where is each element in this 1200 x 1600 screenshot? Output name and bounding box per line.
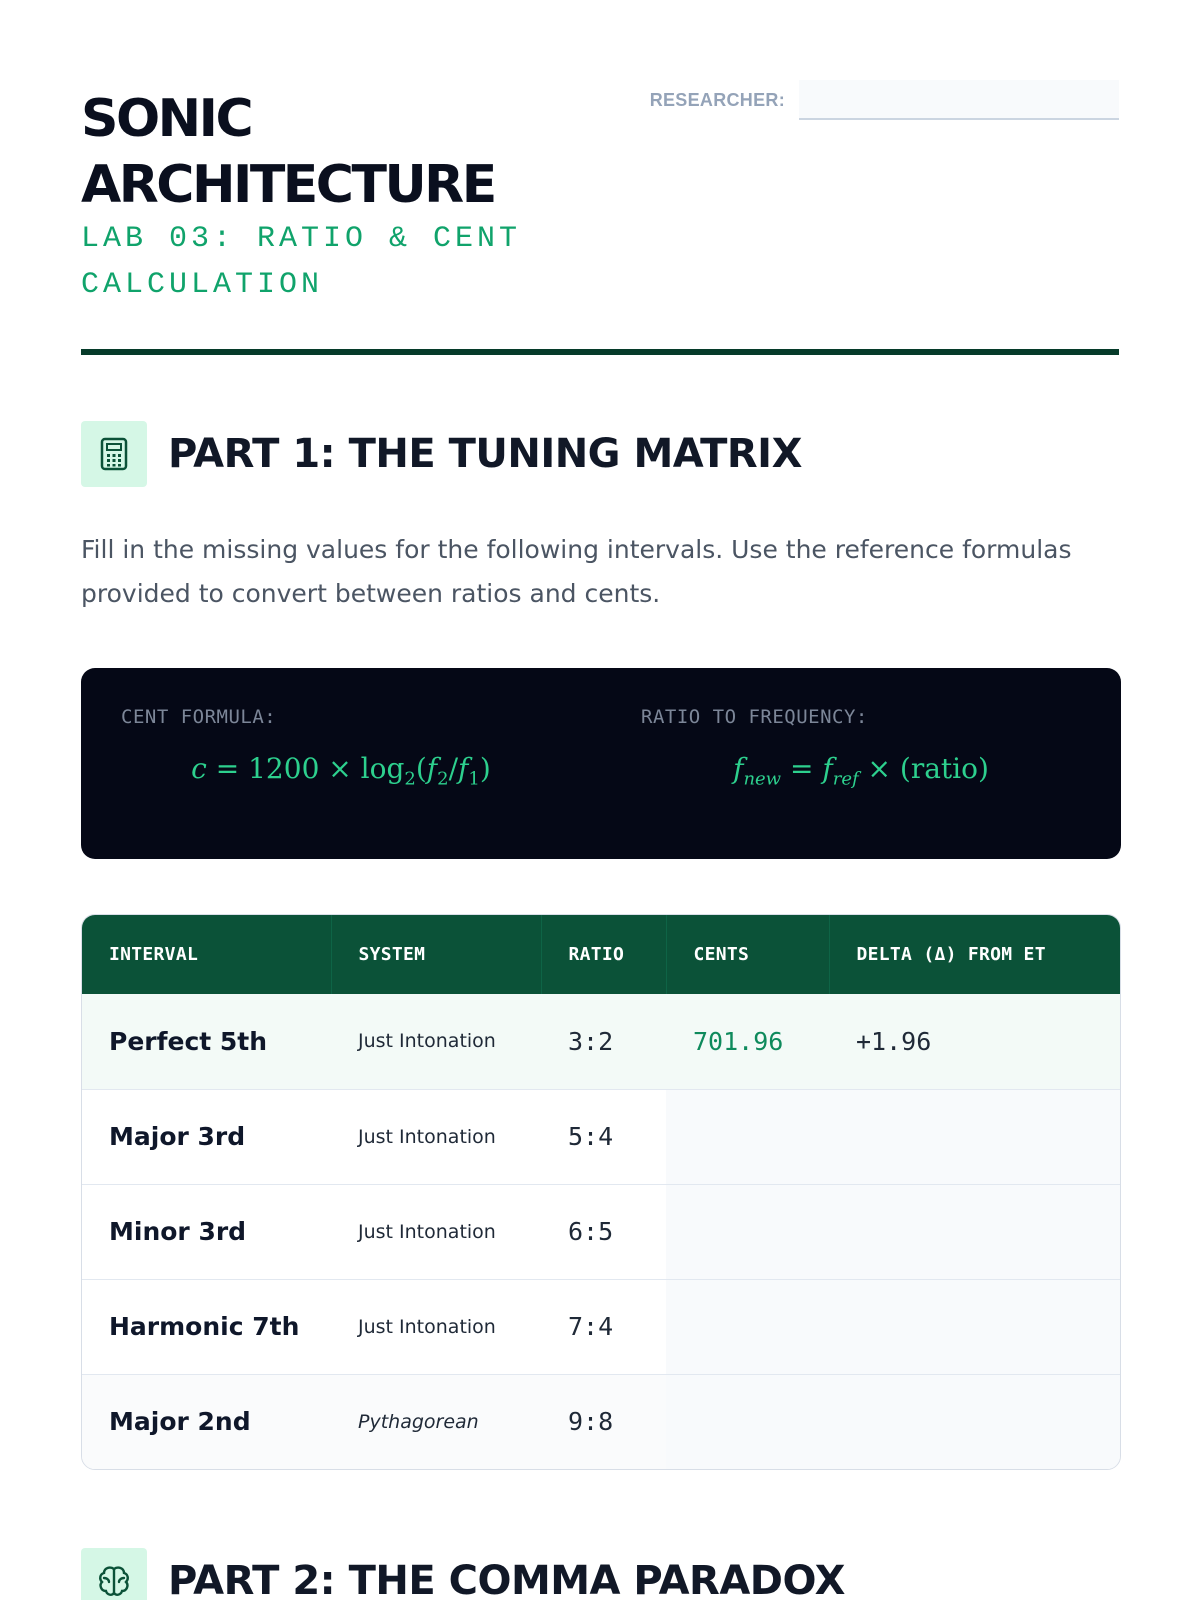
interval-name: Minor 3rd	[82, 1184, 331, 1279]
cents-answer-input[interactable]	[693, 1402, 802, 1442]
researcher-field-group	[650, 80, 1119, 120]
table-row	[82, 994, 1120, 1089]
table-row	[82, 1374, 1120, 1469]
cents-answer-cell[interactable]	[666, 1279, 829, 1374]
cent-formula-panel	[81, 668, 601, 859]
ratio-value: 9:8	[541, 1374, 666, 1469]
col-header-ratio: RATIO	[541, 915, 666, 994]
delta-answer-input[interactable]	[856, 1212, 1093, 1252]
col-header-cents: CENTS	[666, 915, 829, 994]
interval-name: Major 2nd	[82, 1374, 331, 1469]
tuning-system: Just Intonation	[331, 1089, 541, 1184]
col-header-interval: INTERVAL	[82, 915, 331, 994]
cents-answer-cell[interactable]	[666, 1374, 829, 1469]
tuning-system: Just Intonation	[331, 1279, 541, 1374]
worksheet-header	[81, 0, 1119, 355]
delta-answer-cell[interactable]	[829, 1089, 1120, 1184]
researcher-label: RESEARCHER:	[649, 89, 785, 110]
ratio-value: 7:4	[541, 1279, 666, 1374]
ratio-value: 3:2	[541, 994, 666, 1089]
formula-reference-box	[81, 668, 1121, 859]
part1-instructions: Fill in the missing values for the following intervals. Use the reference formulas provided to convert between ratios and cents.	[81, 535, 1072, 608]
ratio-value: 5:4	[541, 1089, 666, 1184]
tuning-matrix-table	[81, 914, 1121, 1470]
delta-answer-input[interactable]	[856, 1117, 1093, 1157]
calculator-icon	[81, 421, 147, 487]
page-title	[81, 86, 601, 218]
lab-subtitle	[81, 216, 561, 308]
ratio-formula-label: RATIO TO FREQUENCY:	[641, 706, 868, 728]
delta-answer-cell[interactable]	[829, 1184, 1120, 1279]
table-row	[82, 1184, 1120, 1279]
ratio-formula-panel	[601, 668, 1121, 859]
col-header-system: SYSTEM	[331, 915, 541, 994]
cents-answer-cell[interactable]	[666, 1089, 829, 1184]
interval-name: Harmonic 7th	[82, 1279, 331, 1374]
delta-answer-input[interactable]	[856, 1402, 1093, 1442]
delta-answer-cell[interactable]	[829, 1374, 1120, 1469]
title-line-1: SONIC	[81, 89, 252, 149]
table-row	[82, 1279, 1120, 1374]
interval-name: Major 3rd	[82, 1089, 331, 1184]
subtitle-line-1: LAB 03: RATIO & CENT	[81, 222, 522, 256]
part1-heading	[81, 421, 802, 487]
part2-heading	[81, 1548, 845, 1600]
interval-name: Perfect 5th	[82, 994, 331, 1089]
delta-value: +1.96	[829, 994, 1120, 1089]
cents-answer-cell[interactable]	[666, 1184, 829, 1279]
table-row	[82, 1089, 1120, 1184]
delta-answer-cell[interactable]	[829, 1279, 1120, 1374]
cents-answer-input[interactable]	[693, 1212, 802, 1252]
title-line-2: ARCHITECTURE	[81, 155, 495, 215]
ratio-value: 6:5	[541, 1184, 666, 1279]
cents-answer-input[interactable]	[693, 1117, 802, 1157]
researcher-input[interactable]	[799, 80, 1119, 120]
brain-icon	[81, 1548, 147, 1600]
tuning-system: Pythagorean	[331, 1374, 541, 1469]
cent-formula-expression: $c = 1200 \times \log_2(f_2/f_1)$	[191, 752, 491, 790]
ratio-formula-expression: $f_{new} = f_{ref}$ × (ratio)	[733, 752, 989, 790]
col-header-delta: DELTA (Δ) FROM ET	[829, 915, 1120, 994]
part1-title: PART 1: THE TUNING MATRIX	[168, 431, 802, 477]
part2-title: PART 2: THE COMMA PARADOX	[168, 1558, 845, 1600]
subtitle-line-2: CALCULATION	[81, 268, 324, 302]
cents-answer-input[interactable]	[693, 1307, 802, 1347]
delta-answer-input[interactable]	[856, 1307, 1093, 1347]
table-header-row	[82, 915, 1120, 994]
cent-formula-label: CENT FORMULA:	[121, 706, 277, 728]
cents-value: 701.96	[666, 994, 829, 1089]
tuning-system: Just Intonation	[331, 994, 541, 1089]
tuning-system: Just Intonation	[331, 1184, 541, 1279]
